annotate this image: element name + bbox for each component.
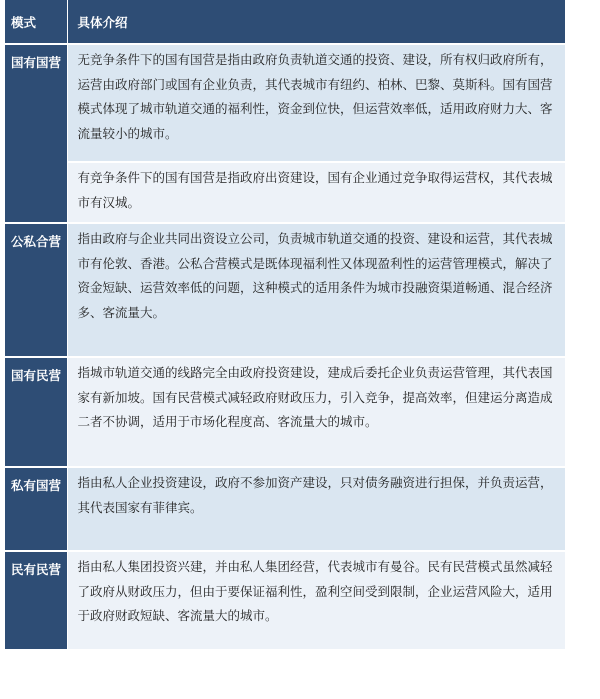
- table-row: [5, 44, 565, 162]
- table-row: [5, 162, 565, 223]
- description-cell: 指由私人企业投资建设，政府不参加资产建设，只对债务融资进行担保，并负责运营，其代表国家有菲律宾。: [67, 467, 565, 551]
- table-header-row: [5, 0, 565, 44]
- operation-mode-table: [5, 0, 566, 651]
- description-cell: 指由政府与企业共同出资设立公司，负责城市轨道交通的投资、建设和运营，其代表城市有伦敦、香港。公私合营模式是既体现福利性又体现盈利性的运营管理模式，解决了资金短缺、运营效率低的问题，这种模式的适用条件为城市投融资渠道畅通、混合经济多、客流量大。: [67, 223, 565, 357]
- table-row: [5, 357, 565, 467]
- table-row: [5, 551, 565, 650]
- mode-cell: 公私合营: [5, 223, 67, 357]
- mode-cell: 国有国营: [5, 44, 67, 223]
- table-row: [5, 223, 565, 357]
- header-description: 具体介绍: [67, 0, 565, 44]
- table-row: [5, 467, 565, 551]
- description-cell: 指城市轨道交通的线路完全由政府投资建设，建成后委托企业负责运营管理，其代表国家有新加坡。国有民营模式减轻政府财政压力，引入竞争，提高效率，但建运分离造成二者不协调，适用于市场化程度高、客流量大的城市。: [67, 357, 565, 467]
- description-cell: 指由私人集团投资兴建，并由私人集团经营，代表城市有曼谷。民有民营模式虽然减轻了政府从财政压力，但由于要保证福利性，盈利空间受到限制，企业运营风险大，适用于政府财政短缺、客流量大的城市。: [67, 551, 565, 650]
- description-cell: 有竞争条件下的国有国营是指政府出资建设，国有企业通过竞争取得运营权，其代表城市有汉城。: [67, 162, 565, 223]
- mode-cell: 民有民营: [5, 551, 67, 650]
- mode-cell: 国有民营: [5, 357, 67, 467]
- mode-cell: 私有国营: [5, 467, 67, 551]
- description-cell: 无竞争条件下的国有国营是指由政府负责轨道交通的投资、建设，所有权归政府所有，运营由政府部门或国有企业负责，其代表城市有纽约、柏林、巴黎、莫斯科。国有国营模式体现了城市轨道交通的福利性，资金到位快，但运营效率低，适用政府财力大、客流量较小的城市。: [67, 44, 565, 162]
- header-mode: 模式: [5, 0, 67, 44]
